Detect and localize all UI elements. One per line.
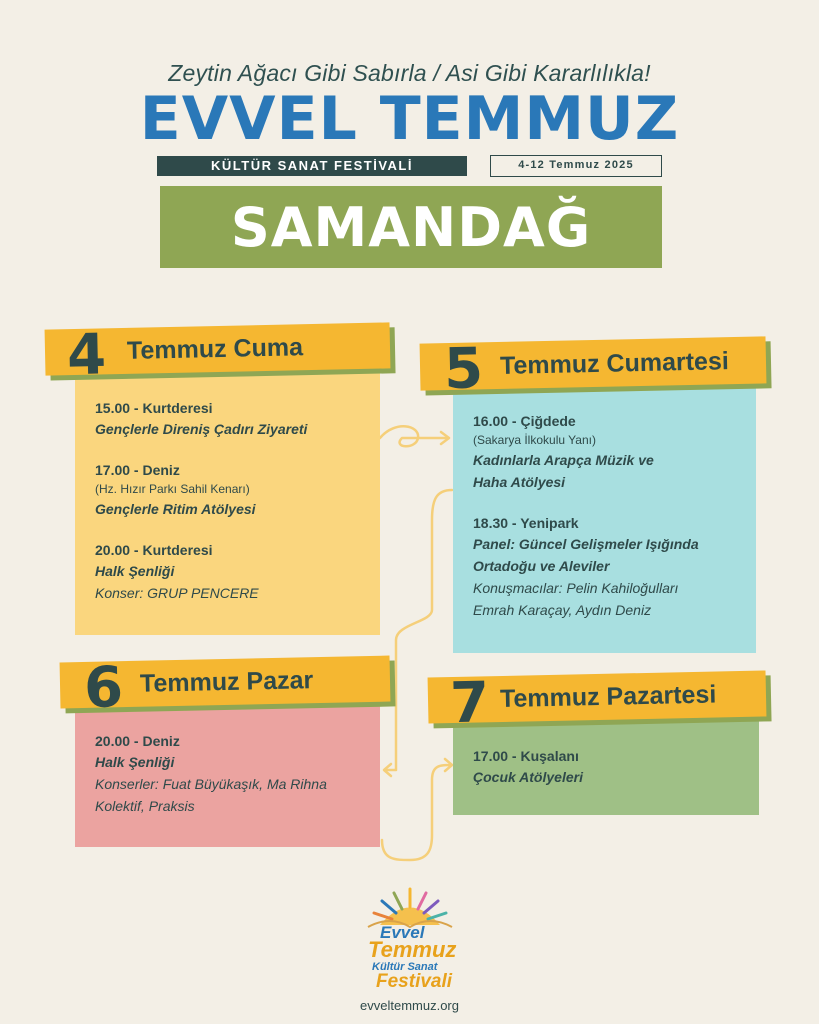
day-7-banner xyxy=(428,670,767,737)
event-title: Halk Şenliği xyxy=(95,754,175,770)
day-number: 5 xyxy=(443,336,484,403)
day-4-banner xyxy=(45,322,391,389)
day-4-body xyxy=(75,368,380,635)
event-note: Konser: GRUP PENCERE xyxy=(95,585,259,601)
event-title: Gençlerle Ritim Atölyesi xyxy=(95,501,256,517)
festival-logo xyxy=(360,885,460,1000)
logo-text-line4: Festivali xyxy=(376,971,453,992)
event-title: Çocuk Atölyeleri xyxy=(473,769,583,785)
event-place: (Hz. Hızır Parkı Sahil Kenarı) xyxy=(95,482,250,496)
event-time: 17.00 - Kuşalanı xyxy=(473,748,579,764)
event-title: Halk Şenliği xyxy=(95,563,175,579)
event-note: Konuşmacılar: Pelin Kahiloğulları Emrah Karaçay, Aydın Deniz xyxy=(473,580,679,618)
day-4-event-2 xyxy=(95,460,360,520)
day-title: Temmuz Pazartesi xyxy=(499,680,717,714)
day-4-event-1 xyxy=(95,398,360,440)
event-place: (Sakarya İlkokulu Yanı) xyxy=(473,433,596,447)
logo-text-line2: Temmuz xyxy=(368,937,457,962)
day-5-event-1 xyxy=(473,411,736,493)
day-7-event-1 xyxy=(473,746,739,788)
event-time: 16.00 - Çiğdede xyxy=(473,413,576,429)
logo-text-line3: Kültür Sanat xyxy=(372,961,438,973)
day-number: 6 xyxy=(83,655,124,721)
day-5-body xyxy=(453,383,756,653)
event-note: Konserler: Fuat Büyükaşık, Ma Rihna Kolektif, Praksis xyxy=(95,776,327,814)
day-number: 4 xyxy=(66,322,107,389)
day-5-event-2 xyxy=(473,513,736,621)
logo-text-line1: Evvel xyxy=(380,923,425,942)
festival-brand-title: EVVEL TEMMUZ xyxy=(139,84,680,154)
day-title: Temmuz Cumartesi xyxy=(499,347,730,380)
festival-dates: 4-12 Temmuz 2025 xyxy=(490,155,662,177)
event-time: 20.00 - Deniz xyxy=(95,733,180,749)
footer-website-link[interactable]: evveltemmuz.org xyxy=(360,998,459,1013)
day-6-banner xyxy=(60,655,391,721)
event-time: 15.00 - Kurtderesi xyxy=(95,400,213,416)
event-time: 20.00 - Kurtderesi xyxy=(95,542,213,558)
event-title: Gençlerle Direniş Çadırı Ziyareti xyxy=(95,421,308,437)
day-title: Temmuz Cuma xyxy=(126,333,304,365)
day-6-event-1 xyxy=(95,731,360,817)
event-title: Kadınlarla Arapça Müzik ve Haha Atölyesi xyxy=(473,452,654,490)
day-4-event-3 xyxy=(95,540,360,604)
city-title: SAMANDAĞ xyxy=(160,186,662,268)
day-5-banner xyxy=(420,336,767,403)
event-time: 18.30 - Yenipark xyxy=(473,515,579,531)
event-title: Panel: Güncel Gelişmeler Işığında Ortadoğu ve Aleviler xyxy=(473,536,699,574)
connector-day6-to-day7 xyxy=(382,765,452,860)
connector-day4-to-day5 xyxy=(380,426,448,446)
day-number: 7 xyxy=(449,670,490,737)
day-6-body xyxy=(75,705,380,847)
connector-day5-to-day6 xyxy=(385,490,452,770)
festival-subtitle-bar: KÜLTÜR SANAT FESTİVALİ xyxy=(157,156,467,176)
tagline: Zeytin Ağacı Gibi Sabırla / Asi Gibi Kararlılıkla! xyxy=(168,60,651,86)
event-time: 17.00 - Deniz xyxy=(95,462,180,478)
day-title: Temmuz Pazar xyxy=(139,666,314,698)
day-7-body xyxy=(453,718,759,815)
